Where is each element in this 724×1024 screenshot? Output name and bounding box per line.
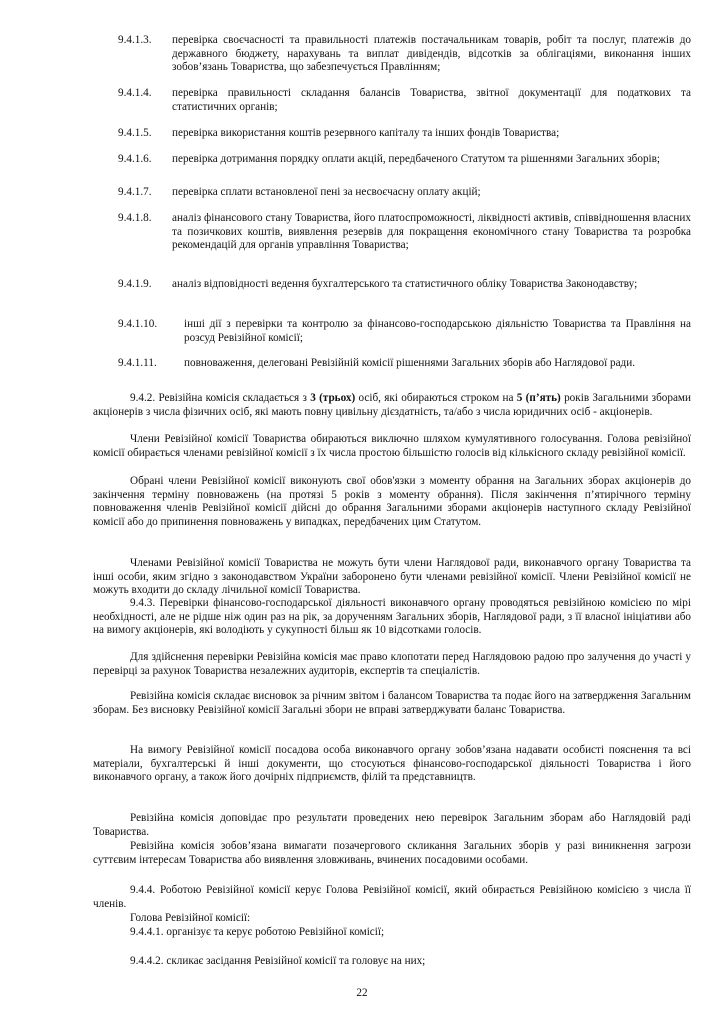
paragraph: Для здійснення перевірки Ревізійна комісія має право клопотати перед Наглядовою радою про залучення до участі у перевірці за рахунок Товариства незалежних аудиторів, експертів та спеціалістів.	[93, 651, 691, 677]
list-item	[118, 357, 691, 371]
paragraph: Ревізійна комісія складає висновок за річним звітом і балансом Товариства та подає його на затвердження Загальним зборам. Без висновку Ревізійної комісії Загальні збори не вправі затверджувати баланс Товариства.	[93, 690, 691, 716]
item-number: 9.4.1.5.	[118, 127, 152, 139]
item-text: перевірка використання коштів резервного капіталу та інших фондів Товариства;	[172, 127, 560, 139]
item-text: аналіз відповідності ведення бухгалтерського та статистичного обліку Товариства Законодавству;	[172, 278, 638, 290]
page-number: 22	[356, 987, 368, 999]
list-item	[118, 212, 691, 253]
item-text: перевірка правильності складання балансів Товариства, звітної документації для податкових та статистичних органів;	[172, 87, 691, 113]
item-number: 9.4.1.11.	[118, 357, 157, 369]
item-number: 9.4.1.7.	[118, 186, 152, 198]
list-item	[118, 34, 691, 75]
paragraph: Ревізійна комісія зобов’язана вимагати позачергового скликання Загальних зборів у разі виникнення загрози суттєвим інтересам Товариства або виявлення зловживань, вчинених посадовими особами.	[93, 840, 691, 866]
paragraph: Ревізійна комісія доповідає про результати проведених нею перевірок Загальним зборам або Наглядовій раді Товариства.	[93, 812, 691, 838]
item-number: 9.4.1.10.	[118, 318, 158, 330]
section-label: Голова Ревізійної комісії:	[130, 912, 251, 924]
item-text: повноваження, делеговані Ревізійній комісії рішеннями Загальних зборів або Наглядової ради.	[184, 357, 636, 369]
item-number: 9.4.1.4.	[118, 87, 152, 99]
list-item	[118, 87, 691, 114]
paragraph: На вимогу Ревізійної комісії посадова особа виконавчого органу зобов’язана надавати особисті пояснення та всі матеріали, бухгалтерські й інші документи, що стосуються фінансово-господарської діяльності Товариства і його виконавчого органу, а також його дочірніх підприємств, філій та представництв.	[93, 744, 691, 784]
list-item	[118, 318, 691, 345]
item-text: перевірка дотримання порядку оплати акцій, передбаченого Статутом та рішеннями Загальних зборів;	[172, 153, 661, 165]
item-text: перевірка своєчасності та правильності платежів постачальникам товарів, робіт та послуг, платежів до державного бюджету, нарахувань та виплат дивідендів, відсотків за облігаціями, виконання інших зобов’язань Товариства, що забезпечується Правлінням;	[172, 34, 691, 74]
item-text: інші дії з перевірки та контролю за фінансово-господарською діяльністю Товариства та Правління на розсуд Ревізійної комісії;	[184, 318, 691, 344]
item-number: 9.4.1.9.	[118, 278, 152, 290]
term-years: 5 (п’ять)	[516, 392, 561, 404]
item-text: перевірка сплати встановленої пені за несвоєчасну оплату акцій;	[172, 186, 481, 198]
list-item	[118, 127, 691, 141]
paragraph-9-4-4: 9.4.4. Роботою Ревізійної комісії керує Голова Ревізійної комісії, який обирається Ревізійною комісією з числа її членів.	[93, 884, 691, 910]
list-item: 9.4.4.2. скликає засідання Ревізійної комісії та головує на них;	[130, 955, 426, 967]
item-number: 9.4.1.3.	[118, 34, 152, 46]
item-text: аналіз фінансового стану Товариства, його платоспроможності, ліквідності активів, співвідношення власних та позичкових коштів, виявлення резервів для покращення економічного стану Товариства та розробка рекомендацій для органів управління Товариства;	[172, 212, 691, 252]
paragraph-9-4-3: 9.4.3. Перевірки фінансово-господарської діяльності виконавчого органу проводяться ревізійною комісією по мірі необхідності, але не рідше ніж один раз на рік, за дорученням Загальних зборів, Наглядової ради, з її власної ініціативи або на вимогу акціонерів, які володіють у сукупності більш як 10 відсотками голосів.	[93, 597, 691, 637]
item-number: 9.4.1.6.	[118, 153, 152, 165]
item-number: 9.4.1.8.	[118, 212, 152, 224]
paragraph: Членами Ревізійної комісії Товариства не можуть бути члени Наглядової ради, виконавчого органу Товариства та інші особи, яким згідно з законодавством України заборонено бути членами ревізійної комісії. Члени Ревізійної комісії не можуть входити до складу лічильної комісії Товариства.	[93, 557, 691, 597]
list-item	[118, 186, 691, 200]
paragraph: Обрані члени Ревізійної комісії виконують свої обов'язки з моменту обрання на Загальних зборах акціонерів до закінчення терміну повноважень (на протязі 5 років з моменту обрання). Після закінчення п’ятирічного терміну повноваження членів Ревізійної комісії дійсні до обрання Загальними зборами акціонерів наступного складу Ревізійної комісії або до припинення повноважень у випадках, передбачених цим Статутом.	[93, 475, 691, 528]
paragraph-9-4-2: 9.4.2. Ревізійна комісія складається з 3 (трьох) осіб, які обираються строком на 5 (п’ять) років Загальними зборами акціонерів з числа фізичних осіб, які мають повну цивільну дієздатність, та/або з числа юридичних осіб - акціонерів.	[93, 392, 691, 418]
list-item	[118, 153, 691, 167]
list-item	[118, 278, 691, 292]
members-count: 3 (трьох)	[310, 392, 356, 404]
list-item: 9.4.4.1. організує та керує роботою Ревізійної комісії;	[130, 926, 385, 938]
paragraph: Члени Ревізійної комісії Товариства обираються виключно шляхом кумулятивного голосування. Голова ревізійної комісії обирається членами ревізійної комісії з їх числа простою більшістю голосів від кількісного складу ревізійної комісії.	[93, 433, 691, 459]
